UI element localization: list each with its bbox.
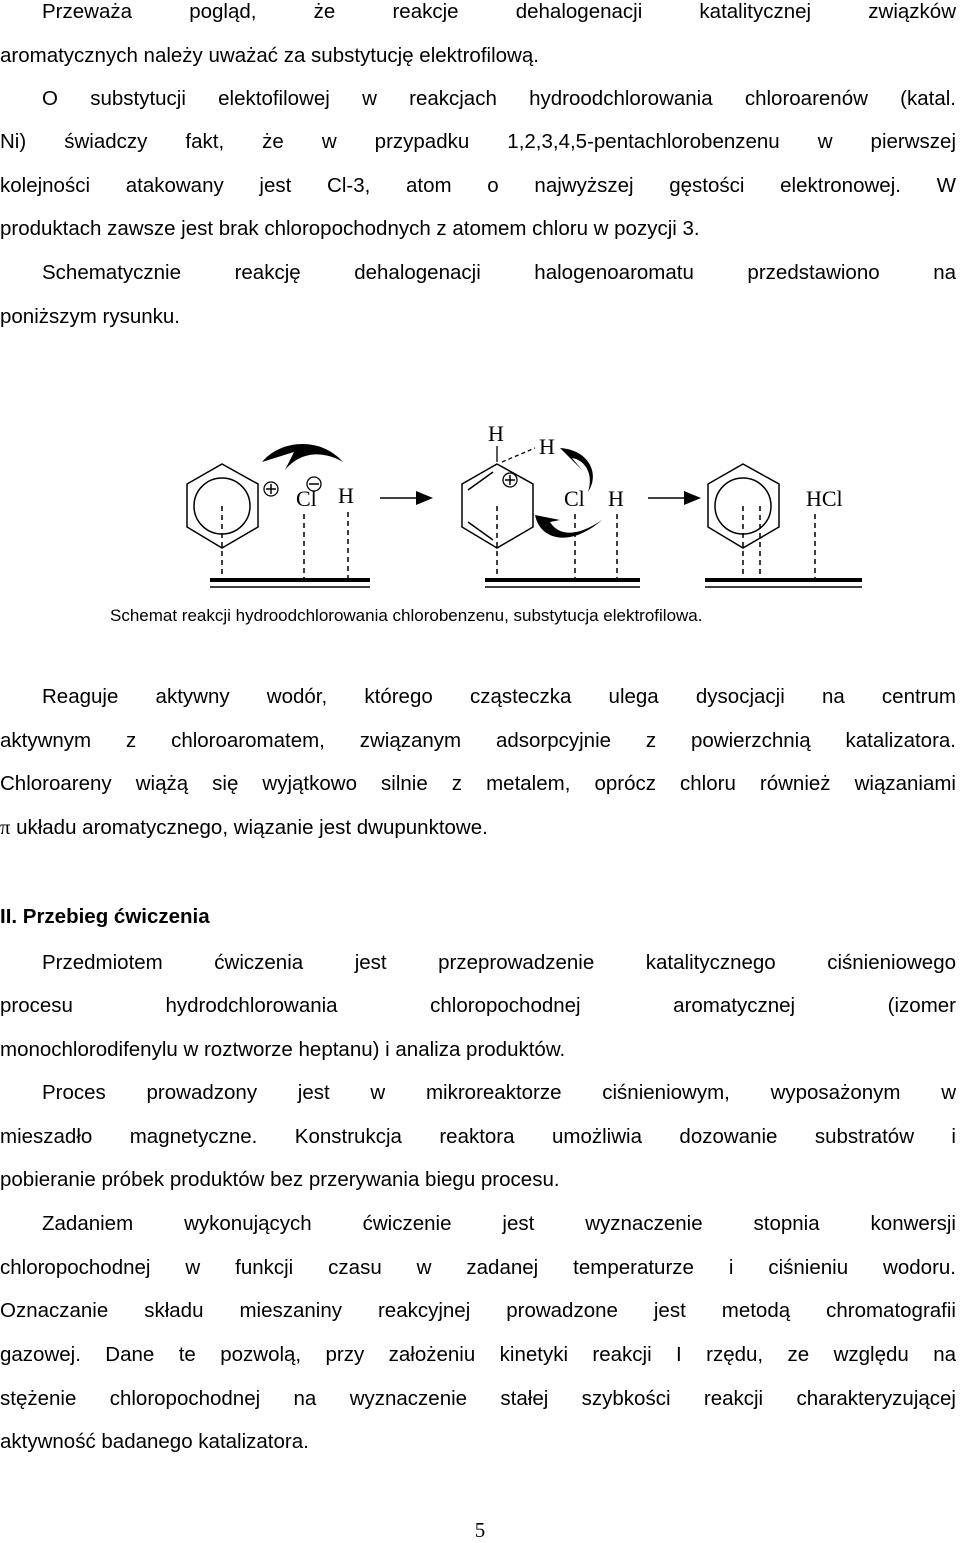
paragraph-6-line-1: Proces prowadzony jest w mikroreaktorze ciśnieniowym, wyposażonym w	[42, 1081, 956, 1104]
paragraph-4-line-4	[0, 806, 956, 850]
paragraph-7-line-6: aktywność badanego katalizatora.	[0, 1430, 309, 1453]
positive-charge-1	[264, 482, 278, 496]
positive-charge-2	[503, 473, 517, 487]
section-heading: II. Przebieg ćwiczenia	[0, 905, 210, 928]
paragraph-2-line-1: O substytucji elektofilowej w reakcjach hydroodchlorowania chloroarenów (katal.	[42, 87, 956, 110]
paragraph-7-line-1: Zadaniem wykonujących ćwiczenie jest wyznaczenie stopnia konwersji	[42, 1212, 956, 1235]
figure-caption: Schemat reakcji hydroodchlorowania chlorobenzenu, substytucja elektrofilowa.	[110, 606, 703, 625]
paragraph-1-line-1: Przeważa pogląd, że reakcje dehalogenacji katalitycznej związków	[42, 0, 956, 23]
label-cl-1: Cl	[296, 486, 317, 511]
adsorption-lines	[222, 506, 815, 578]
paragraph-7-line-3: Oznaczanie składu mieszaniny reakcyjnej prowadzone jest metodą chromatografii	[0, 1299, 956, 1322]
reaction-arrow-2	[648, 491, 701, 505]
reaction-scheme-figure	[0, 410, 960, 650]
paragraph-7-line-5: stężenie chloropochodnej na wyznaczenie stałej szybkości reakcji charakteryzującej	[0, 1387, 956, 1410]
paragraph-5-line-3: monochlorodifenylu w roztworze heptanu) i analiza produktów.	[0, 1038, 566, 1061]
label-cl-2: Cl	[564, 486, 585, 511]
label-h-1: H	[338, 483, 354, 508]
paragraph-7-line-4: gazowej. Dane te pozwolą, przy założeniu kinetyki reakcji I rzędu, ze względu na	[0, 1343, 956, 1366]
paragraph-3-line-2: poniższym rysunku.	[0, 305, 181, 328]
paragraph-4-line-4-text: układu aromatycznego, wiązanie jest dwupunktowe.	[16, 816, 488, 839]
reaction-arrow-1	[380, 491, 433, 505]
paragraph-7-line-2: chloropochodnej w funkcji czasu w zadanej temperaturze i ciśnieniu wodoru.	[0, 1256, 956, 1279]
paragraph-2-line-2: Ni) świadczy fakt, że w przypadku 1,2,3,4,5-pentachlorobenzenu w pierwszej	[0, 130, 956, 153]
paragraph-4-line-1: Reaguje aktywny wodór, którego cząsteczka ulega dysocjacji na centrum	[42, 685, 956, 708]
paragraph-5-line-1: Przedmiotem ćwiczenia jest przeprowadzenie katalitycznego ciśnieniowego	[42, 951, 956, 974]
paragraph-3-line-1: Schematycznie reakcję dehalogenacji halogenoaromatu przedstawiono na	[42, 261, 956, 284]
paragraph-2-line-4: produktach zawsze jest brak chloropochodnych z atomem chloru w pozycji 3.	[0, 217, 700, 240]
paragraph-5-line-2: procesu hydrodchlorowania chloropochodnej aromatycznej (izomer	[0, 994, 956, 1017]
label-hcl: HCl	[806, 486, 843, 511]
label-h-top-2: H	[539, 434, 555, 459]
paragraph-2-line-3: kolejności atakowany jest Cl-3, atom o najwyższej gęstości elektronowej. W	[0, 174, 956, 197]
paragraph-6-line-3: pobieranie próbek produktów bez przerywania biegu procesu.	[0, 1168, 560, 1191]
curved-arrow-3	[535, 515, 602, 538]
paragraph-6-line-2: mieszadło magnetyczne. Konstrukcja reaktora umożliwia dozowanie substratów i	[0, 1125, 956, 1148]
catalyst-surface	[210, 580, 862, 587]
pi-symbol: π	[0, 817, 11, 839]
curved-arrow-1	[262, 444, 343, 470]
page-number: 5	[474, 1518, 486, 1542]
paragraph-4-line-2: aktywnym z chloroaromatem, związanym adsorpcyjnie z powierzchnią katalizatora.	[0, 729, 956, 752]
label-h-top: H	[488, 421, 504, 446]
label-h-2: H	[608, 486, 624, 511]
dashed-bond-h	[502, 448, 535, 462]
paragraph-4-line-3: Chloroareny wiążą się wyjątkowo silnie z metalem, oprócz chloru również wiązaniami	[0, 772, 956, 795]
paragraph-1-line-2: aromatycznych należy uważać za substytucję elektrofilową.	[0, 44, 539, 67]
